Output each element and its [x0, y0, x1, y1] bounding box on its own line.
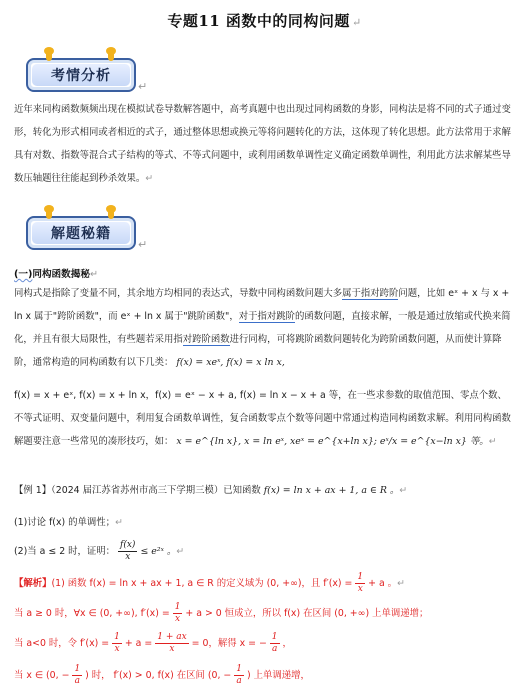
- question-1: (1)讨论 f(x) 的单调性；↵: [14, 517, 123, 528]
- example-header: 【例 1】（2024 届江苏省苏州市高三下学期三模）已知函数 f(x) = ln x + ax + 1, a ∈ R 。↵: [14, 485, 408, 496]
- question-2: (2)当 a ≤ 2 时，证明： $\frac{f(x)}{x}$ ≤ e²ˣ 。↵: [14, 540, 185, 562]
- situation-badge-label: 考情分析: [32, 64, 130, 86]
- situation-badge: [26, 58, 136, 92]
- fraction: $\frac{1}{a}$: [271, 632, 278, 654]
- fraction: $\frac{f(x)}{x}$: [120, 540, 136, 562]
- fraction: $\frac{1}{x}$: [357, 572, 364, 594]
- solution-line-2: 当 a ≥ 0 时，∀x ∈ (0, +∞), f′(x) = $\frac{1}{x}$ + a > 0 恒成立，所以 f(x) 在区间 (0, +∞) 上单调递增；: [14, 602, 429, 624]
- pin-icon: [46, 209, 52, 219]
- page-title: 专题11 函数中的同构问题 ↵: [167, 12, 362, 30]
- body-paragraph-2: f(x) = x + eˣ, f(x) = x + ln x，f(x) = eˣ − x + a, f(x) = ln x − x + a 等，在一些求参数的取值范围、零点个数、不等式证明、双变量问题中，利用复合函数单调性，复合函数零点个数等问题中常通过构造同构函数求解。利用同构函数解题要注意一些常见的凑形技巧，如： x = e^{ln x}, x = ln eˣ, xeˣ = e^{x+ln x}; eˣ/x = e^{x−ln x} 等。↵: [14, 390, 511, 447]
- pin-icon: [108, 209, 114, 219]
- return-mark-icon: ↵: [138, 238, 148, 251]
- solution-line-1: 【解析】(1) 函数 f(x) = ln x + ax + 1, a ∈ R 的定义域为 (0, +∞)，且 f′(x) = $\frac{1}{x}$ + a 。↵: [14, 572, 405, 594]
- fraction: $\frac{1}{a}$: [236, 664, 242, 686]
- fraction: $\frac{1 + ax}{x}$: [157, 632, 187, 654]
- pin-icon: [46, 51, 52, 61]
- fraction: $\frac{1}{x}$: [174, 602, 181, 624]
- pin-icon: [108, 51, 114, 61]
- methods-badge-label: 解题秘籍: [32, 222, 130, 244]
- section-heading: (一)同构函数揭秘↵: [14, 269, 98, 280]
- return-mark-icon: ↵: [138, 80, 148, 93]
- return-mark-icon: ↵: [351, 16, 362, 29]
- methods-badge: [26, 216, 136, 250]
- solution-line-4: 当 x ∈ (0, − $\frac{1}{a}$ ) 时， f′(x) > 0, f(x) 在区间 (0, − $\frac{1}{a}$ ) 上单调递增，: [14, 664, 310, 686]
- fraction: $\frac{1}{a}$: [74, 664, 81, 686]
- solution-line-3: 当 a<0 时，令 f′(x) = $\frac{1}{x}$ + a = $\frac{1 + ax}{x}$ = 0，解得 x = − $\frac{1}{a}$ ，: [14, 632, 292, 654]
- intro-paragraph: 近年来同构函数频频出现在模拟试卷导数解答题中，高考真题中也出现过同构函数的身影，同构法是将不同的式子通过变形，转化为形式相同或者相近的式子，通过整体思想或换元等将问题转化的方法，这体现了转化思想。此方法常用于求解具有对数、指数等混合式子结构的等式、不等式问题中，或利用函数单调性定义确定函数单调性，利用此方法求解某些导数压轴题往往能起到秒杀效果。↵: [14, 104, 511, 184]
- body-paragraph-1: 同构式是指除了变量不同，其余地方均相同的表达式，导数中同构函数问题大多属于指对跨阶问题，比如 eˣ + x 与 x + ln x 属于"跨阶函数"，而 eˣ + ln x 属于"跳阶函数"，对于指对跳阶的函数问题，直接求解，一般是通过放缩或代换来简化，并且有很大局限性，有些题若采用指对跨阶函数进行同构，可将跳阶函数问题转化为跨阶函数问题，从而使计算降阶，通常构造的同构函数有以下几类： f(x) = xeˣ, f(x) = x ln x,: [14, 288, 511, 368]
- fraction: $\frac{1}{x}$: [114, 632, 120, 654]
